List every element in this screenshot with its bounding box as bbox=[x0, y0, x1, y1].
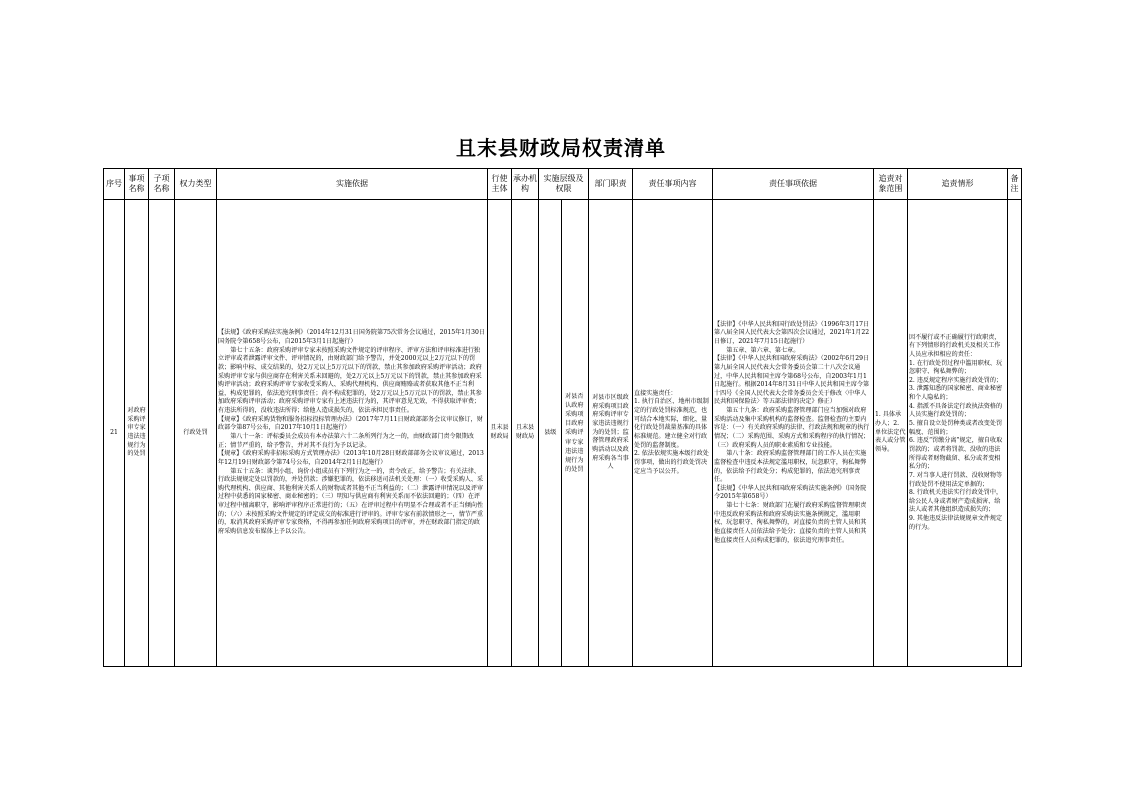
basis-paragraph: 第五十五条：谈判小组、询价小组成员有下列行为之一的，责令改正，给予警告；有关法律、行政法规规定处以罚款的，并处罚款；涉嫌犯罪的，依法移送司法机关处理：（一）收受采购人、采购代理机构、供应商、其他利害关系人的财物或者其他不正当利益的；（二）泄露评审情况以及评审过程中获悉的国家秘密、商业秘密的；（三）明知与供应商有利害关系而不依法回避的；（四）在评审过程中擅离职守，影响评审程序正常进行的；（五）在评审过程中有明显不合理或者不正当倾向性的；（六）未按照采购文件规定的评定成交的标准进行评审的。评审专家有前款情形之一，情节严重的，取消其政府采购评审专家资格，不得再参加任何政府采购项目的评审，并在财政部门指定的政府采购信息发布媒体上予以公告。 bbox=[218, 467, 484, 536]
accountability-case: 因不履行或不正确履行行政职责，有下列情形的行政机关及相关工作人员应承担相应的责任： bbox=[909, 333, 1001, 358]
resp-basis-paragraph: 第五章、第六章、第七章。 bbox=[726, 346, 800, 354]
resp-basis-paragraph: 【法律】《中华人民共和国政府采购法》（2002年6月29日第九届全国人民代表大会常务委员会第二十八次会议通过，中华人民共和国主席令第68号公布，自2003年1月1日起施行。根据2014年8月31日中华人民共和国主席令第十四号《全国人民代表大会常务委员会关于修改〈中华人民共和国保险法〉等五部法律的决定》修正） bbox=[714, 355, 870, 406]
header-accountability-scope: 追责对象范围 bbox=[874, 169, 908, 200]
cell-basis bbox=[217, 200, 488, 667]
accountability-case: 7. 对当事人进行罚款、没收财物等行政处罚不使用法定单据的； bbox=[909, 471, 1003, 488]
cell-seq: 21 bbox=[104, 200, 125, 667]
accountability-case: 8. 行政机关违法实行行政处罚中，给公民人身或者财产造成损害、给法人或者其他组织造成损失的； bbox=[909, 489, 1003, 514]
header-dept-duty: 部门职责 bbox=[589, 169, 633, 200]
cell-accountability-scope: 1. 具体承办人；2. 单位法定代表人或分管领导。 bbox=[874, 200, 908, 667]
accountability-case: 5. 擅自设立处罚种类或者改变处罚幅度、范围的； bbox=[909, 420, 1003, 436]
resp-content-paragraph: 2. 依法依规实施本级行政处罚事项，做出的行政处罚决定应当予以公开。 bbox=[634, 450, 709, 475]
accountability-case: 6. 违反“罚缴分离”规定，擅自收取罚款的；或者将罚款、没收的违法所得或者财物截留、私分或者变相私分的； bbox=[909, 437, 1003, 471]
resp-basis-paragraph: 【法律】《中华人民共和国行政处罚法》（1996年3月17日第八届全国人民代表大会第四次会议通过，2021年1月22日修订，2021年7月15日起施行） bbox=[714, 320, 870, 345]
resp-content-paragraph: 直接实施责任： bbox=[634, 389, 677, 397]
accountability-case: 4. 指派不具备法定行政执法资格的人员实施行政处罚的； bbox=[909, 402, 1003, 419]
basis-paragraph: 第八十一条：评标委员会成员有本办法第六十二条所列行为之一的，由财政部门责令限期改正；情节严重的，给予警告，并对其不良行为予以记录。 bbox=[218, 433, 474, 449]
cell-sub-item-name bbox=[149, 200, 175, 667]
resp-content-paragraph: 1. 执行自治区、地州市级制定的行政处罚标准规范，也可结合本地实际，细化、量化行政处罚裁量基准的具体标准规范。建立健全对行政处罚的监督制度。 bbox=[634, 398, 709, 449]
cell-dept-duty: 对县市区级政府采购项目政府采购评审专家违法违规行为的处罚；监督管理政府采购活动以及政府采购各当事人 bbox=[589, 200, 633, 667]
power-responsibility-table bbox=[103, 168, 1022, 667]
header-resp-content: 责任事项内容 bbox=[633, 169, 713, 200]
header-handling-org: 承办机构 bbox=[512, 169, 539, 200]
table-header-row bbox=[104, 169, 1022, 200]
basis-paragraph: 【法规】《政府采购法实施条例》（2014年12月31日国务院第75次常务会议通过，2015年1月30日国务院令第658号公布，自2015年3月1日起施行） bbox=[218, 329, 485, 345]
header-sub-item-name: 子项名称 bbox=[149, 169, 175, 200]
cell-subject: 且末县财政局 bbox=[488, 200, 512, 667]
header-accountability-cases: 追责情形 bbox=[908, 169, 1008, 200]
accountability-case: 2. 违反规定程序实施行政处罚的； bbox=[909, 376, 1003, 384]
accountability-case: 9. 其他违反法律法规规章文件规定的行为。 bbox=[909, 515, 1003, 531]
header-basis: 实施依据 bbox=[217, 169, 488, 200]
cell-item-name: 对政府采购评审专家违法违规行为的处罚 bbox=[125, 200, 149, 667]
page-title: 且末县财政局权责清单 bbox=[456, 136, 666, 160]
resp-basis-paragraph: 【法规】《中华人民共和国政府采购法实施条例》（国务院令2015年第658号） bbox=[714, 484, 867, 501]
basis-paragraph: 第七十五条：政府采购评审专家未按照采购文件规定的评审程序、评审方法和评审标准进行独立评审或者泄露评审文件、评审情况的，由财政部门给予警告，并处2000元以上2万元以下的罚款；影响中标、成交结果的，处2万元以上5万元以下的罚款，禁止其参加政府采购评审活动；政府采购评审专家与供应商存在利害关系未回避的，处2万元以上5万元以下的罚款，禁止其参加政府采购评审活动；政府采购评审专家收受采购人、采购代理机构、供应商贿赂或者获取其他不正当利益，构成犯罪的，依法追究刑事责任；尚不构成犯罪的，处2万元以上5万元以下的罚款，禁止其参加政府采购评审活动；政府采购评审专家有上述违法行为的，其评审意见无效，不得获取评审费；有违法所得的，没收违法所得；给他人造成损失的，依法承担民事责任。 bbox=[218, 346, 482, 415]
header-subject: 行使主体 bbox=[488, 169, 512, 200]
cell-resp-content bbox=[633, 200, 713, 667]
header-level: 实施层级及权限 bbox=[539, 169, 589, 200]
cell-accountability-cases bbox=[908, 200, 1008, 667]
cell-resp-basis bbox=[713, 200, 874, 667]
header-power-type: 权力类型 bbox=[175, 169, 217, 200]
header-seq: 序号 bbox=[104, 169, 125, 200]
resp-basis-paragraph: 第五十九条：政府采购监督管理部门应当加强对政府采购活动及集中采购机构的监督检查。监督检查的主要内容是：（一）有关政府采购的法律、行政法规和规章的执行情况；（二）采购范围、采购方式和采购程序的执行情况；（三）政府采购人员的职业素质和专业技能。 bbox=[714, 407, 870, 449]
header-resp-basis: 责任事项依据 bbox=[713, 169, 874, 200]
level-subtable bbox=[540, 200, 587, 666]
accountability-case: 3. 泄露知悉的国家秘密、商业秘密和个人隐私的； bbox=[909, 385, 1003, 402]
cell-level-value: 县级 bbox=[540, 200, 561, 666]
basis-paragraph: 【规章】《政府采购非招标采购方式管理办法》（2013年10月28日财政部部务会议审议通过，2013年12月19日财政部令第74号公布，自2014年2月1日起施行） bbox=[218, 450, 484, 466]
cell-power-type: 行政处罚 bbox=[175, 200, 217, 667]
basis-paragraph: 【规章】《政府采购货物和服务招标投标管理办法》（2017年7月11日财政部部务会议审议修订，财政部令第87号公布，自2017年10月1日起施行） bbox=[218, 415, 483, 432]
table-row bbox=[104, 200, 1022, 667]
cell-dept-duty-a: 对县否认政府采购项目政府采购评审专家违法违规行为的处罚 bbox=[565, 392, 584, 473]
header-item-name: 事项名称 bbox=[125, 169, 149, 200]
cell-remark bbox=[1008, 200, 1022, 667]
accountability-case: 1. 在行政处罚过程中滥用职权、玩忽职守、徇私舞弊的； bbox=[909, 359, 1003, 376]
resp-basis-paragraph: 第八十条：政府采购监督管理部门的工作人员在实施监督检查中违反本法规定滥用职权，玩忽职守，徇私舞弊的，依法给予行政处分；构成犯罪的，依法追究刑事责任。 bbox=[714, 450, 867, 484]
cell-handling-org: 且末县财政局 bbox=[512, 200, 539, 667]
resp-basis-paragraph: 第七十七条：财政部门在履行政府采购监督管理职责中违反政府采购法和政府采购法实施条例规定，滥用职权、玩忽职守、徇私舞弊的，对直接负责的主管人员和其他直接责任人员依法给予处分；直接负责的主管人员和其他直接责任人员构成犯罪的，依法追究刑事责任。 bbox=[714, 502, 867, 544]
header-remark: 备注 bbox=[1008, 169, 1022, 200]
cell-level bbox=[539, 200, 589, 667]
